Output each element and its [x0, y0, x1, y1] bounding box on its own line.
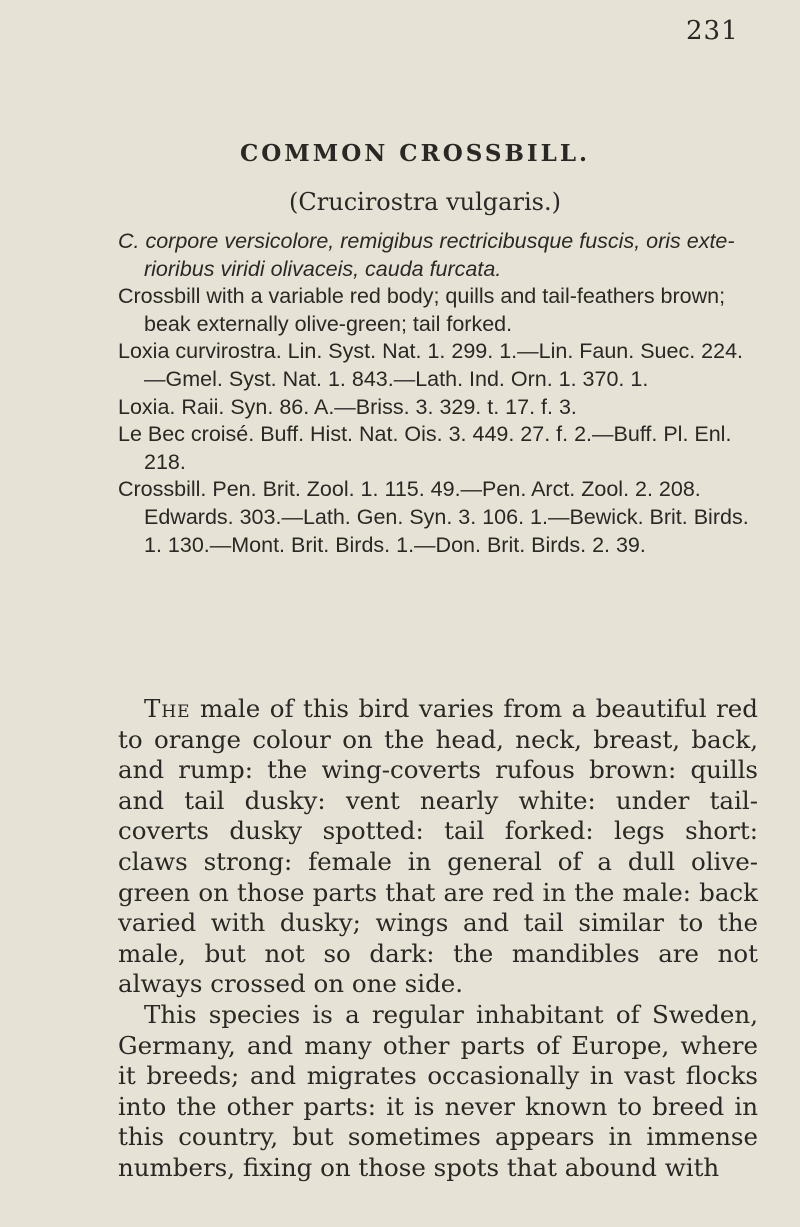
drop-lead-word: The — [144, 694, 191, 723]
synonymy-entry: Crossbill with a variable red body; quills and tail-feathers brown; beak externally olive-green; tail forked. — [118, 284, 726, 336]
synonymy-entry: Crossbill. Pen. Brit. Zool. 1. 115. 49.—Pen. Arct. Zool. 2. 208. Edwards. 303.—Lath. Gen. Syn. 3. 106. 1.—Bewick. Brit. Birds. 1. 130.—Mont. Brit. Birds. 1.—Don. Brit. Birds. 2. 39. — [118, 477, 749, 557]
description-paragraph: This species is a regular inhabitant of Sweden, Germany, and many other parts of Europe, where it breeds; and migrates occasionally in vast flocks into the other parts: it is never known to breed in this country, but sometimes appears in immense numbers, fixing on those spots that abound with — [118, 999, 758, 1182]
synonymy-block — [118, 228, 758, 559]
synonymy-entry: Le Bec croisé. Buff. Hist. Nat. Ois. 3. 449. 27. f. 2.—Buff. Pl. Enl. 218. — [118, 422, 732, 474]
page-title: COMMON CROSSBILL. — [239, 140, 591, 167]
page-number: 231 — [686, 16, 739, 46]
synonymy-entry: Loxia. Raii. Syn. 86. A.—Briss. 3. 329. t. 17. f. 3. — [118, 394, 577, 419]
species-subtitle: (Crucirostra vulgaris.) — [289, 188, 561, 216]
synonymy-entry: C. corpore versicolore, remigibus rectricibusque fuscis, oris exte-rioribus viridi olivaceis, cauda furcata. — [118, 229, 735, 281]
description-text — [118, 694, 758, 1184]
synonymy-entry: Loxia curvirostra. Lin. Syst. Nat. 1. 299. 1.—Lin. Faun. Suec. 224.—Gmel. Syst. Nat. 1. 843.—Lath. Ind. Orn. 1. 370. 1. — [118, 339, 744, 391]
description-paragraph: The male of this bird varies from a beautiful red to orange colour on the head, neck, breast, back, and rump: the wing-coverts rufous brown: quills and tail dusky: vent nearly white: under tail-coverts dusky spotted: tail forked: legs short: claws strong: female in general of a dull olive-green on those parts that are red in the male: back varied with dusky; wings and tail similar to the male, but not so dark: the mandibles are not always crossed on one side. — [118, 694, 758, 999]
